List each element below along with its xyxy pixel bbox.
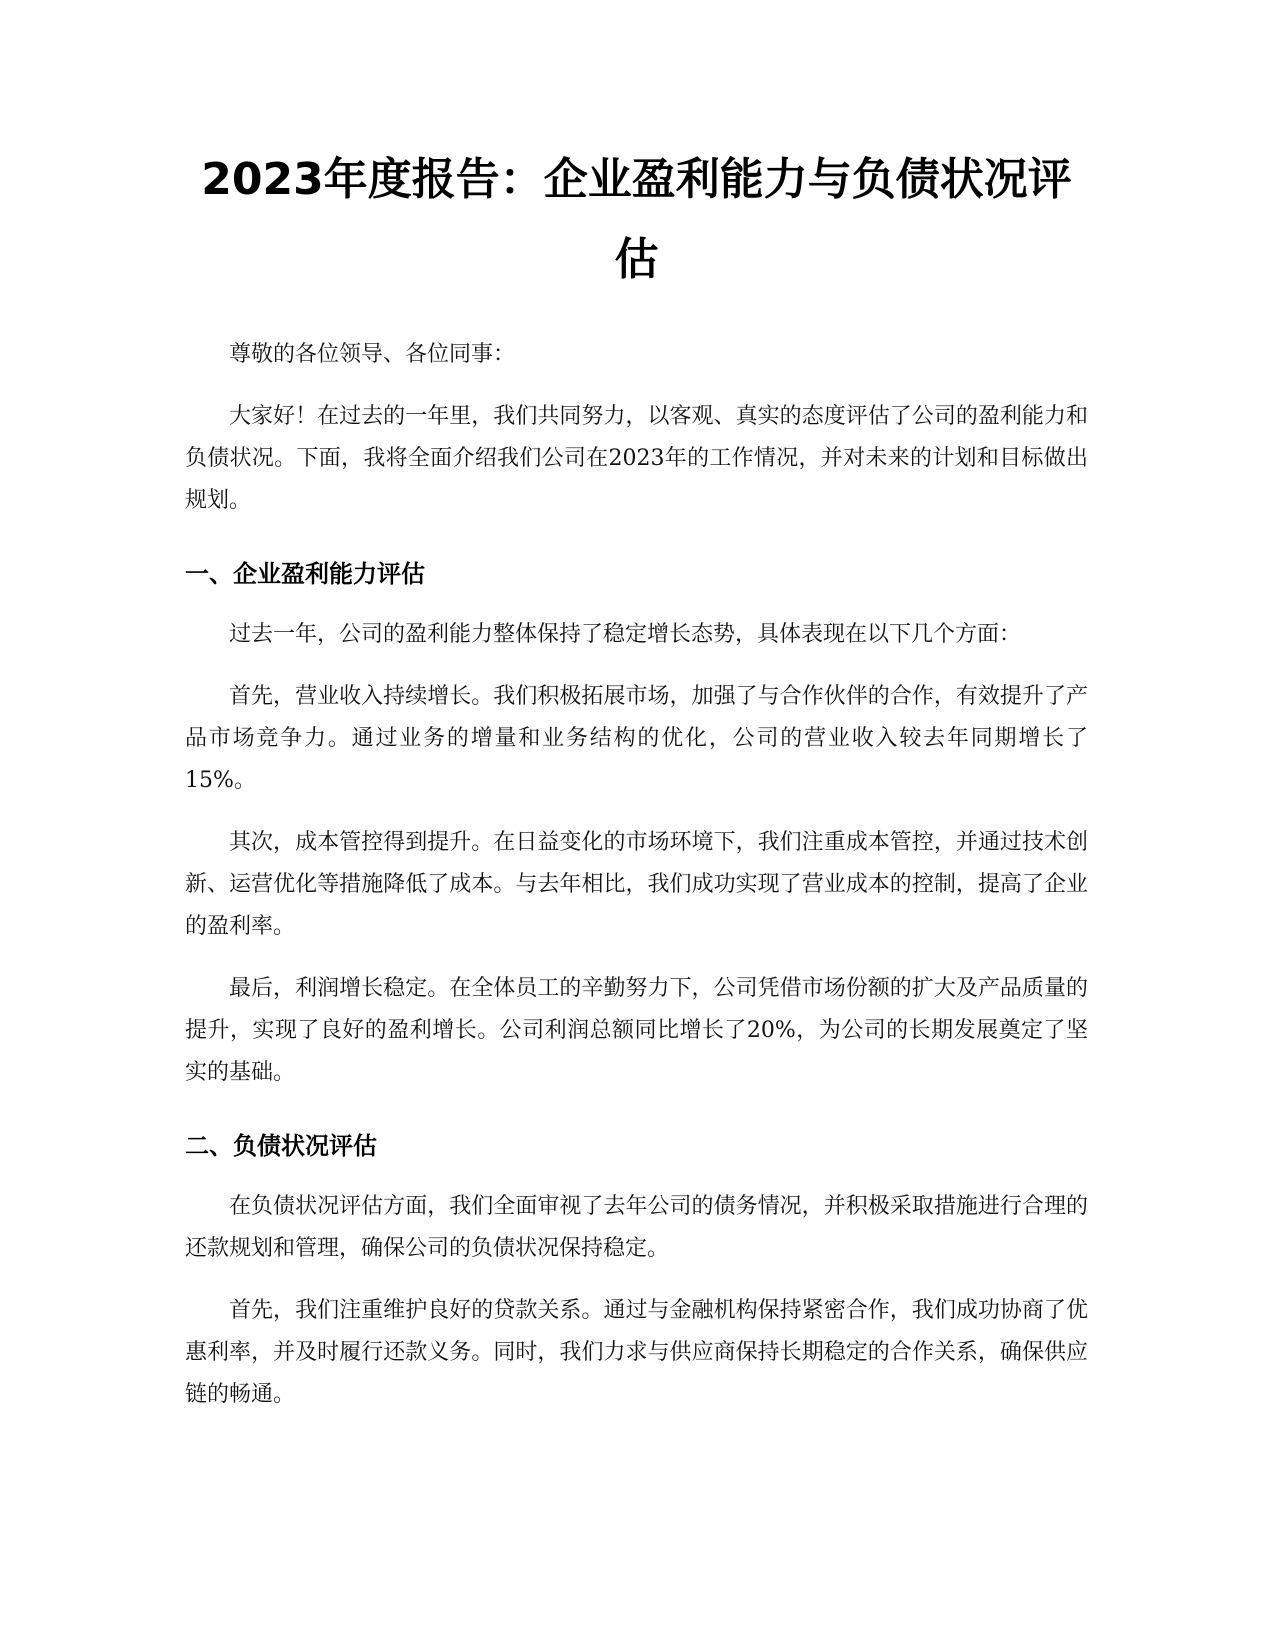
greeting-paragraph: 尊敬的各位领导、各位同事： — [229, 342, 516, 367]
debt-paragraph: 在负债状况评估方面，我们全面审视了去年公司的债务情况，并积极采取措施进行合理的还款规划和管理，确保公司的负债状况保持稳定。 — [185, 1194, 1088, 1261]
profitability-paragraph: 过去一年，公司的盈利能力整体保持了稳定增长态势，具体表现在以下几个方面： — [229, 622, 1022, 647]
profitability-paragraph: 最后，利润增长稳定。在全体员工的辛勤努力下，公司凭借市场份额的扩大及产品质量的提升，实现了良好的盈利增长。公司利润总额同比增长了20%，为公司的长期发展奠定了坚实的基础。 — [185, 976, 1088, 1085]
section-heading-profitability: 一、企业盈利能力评估 — [185, 560, 425, 588]
profitability-paragraph: 首先，营业收入持续增长。我们积极拓展市场，加强了与合作伙伴的合作，有效提升了产品市场竞争力。通过业务的增量和业务结构的优化，公司的营业收入较去年同期增长了15%。 — [185, 684, 1088, 793]
document-body — [185, 140, 1088, 1436]
profitability-paragraph: 其次，成本管控得到提升。在日益变化的市场环境下，我们注重成本管控，并通过技术创新、运营优化等措施降低了成本。与去年相比，我们成功实现了营业成本的控制，提高了企业的盈利率。 — [185, 830, 1088, 939]
debt-paragraph: 首先，我们注重维护良好的贷款关系。通过与金融机构保持紧密合作，我们成功协商了优惠利率，并及时履行还款义务。同时，我们力求与供应商保持长期稳定的合作关系，确保供应链的畅通。 — [185, 1298, 1088, 1407]
section-heading-debt: 二、负债状况评估 — [185, 1132, 377, 1160]
intro-paragraph: 大家好！在过去的一年里，我们共同努力，以客观、真实的态度评估了公司的盈利能力和负债状况。下面，我将全面介绍我们公司在2023年的工作情况，并对未来的计划和目标做出规划。 — [185, 404, 1088, 513]
document-title: 2023年度报告：企业盈利能力与负债状况评估 — [201, 154, 1072, 285]
